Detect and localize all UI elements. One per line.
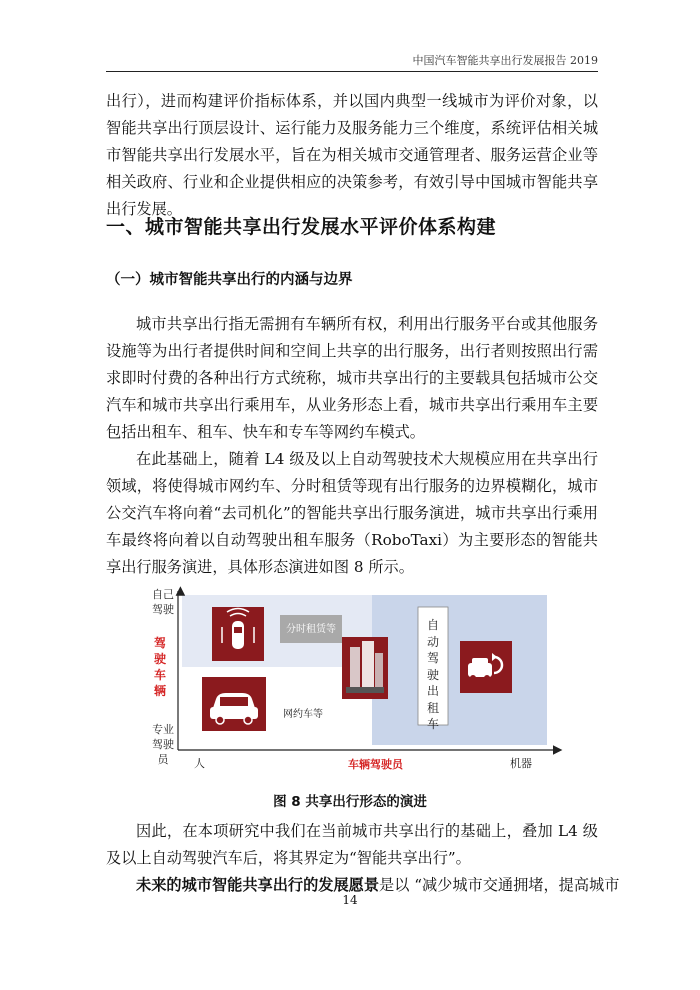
report-title: 中国汽车智能共享出行发展报告 2019 [412, 54, 598, 67]
figure-8 [140, 585, 570, 780]
ride-hailing-car-icon [202, 677, 266, 731]
paragraph-definition-smart: 因此，在本项研究中我们在当前城市共享出行的基础上，叠加 L4 级及以上自动驾驶汽车后，将其界定为“智能共享出行”。 [106, 822, 598, 867]
y-bottom-label: 专业驾驶员 [152, 723, 174, 766]
paragraph-definition: 城市共享出行指无需拥有车辆所有权，利用出行服务平台或其他服务设施等为出行者提供时间和空间上共享的出行服务，出行者则按照出行需求即时付费的各种出行方式统称，城市共享出行的主要载具包括城市公交汽车和城市共享出行乘用车，从业务形态上看，城市共享出行乘用车主要包括出租车、租车、快车和专车等网约车模式。 [106, 315, 598, 441]
figure-diagram [140, 585, 570, 780]
autonomous-car-icon [212, 607, 264, 661]
subsection-heading: （一）城市智能共享出行的内涵与边界 [106, 272, 353, 288]
paragraph-evolution: 在此基础上，随着 L4 级及以上自动驾驶技术大规模应用在共享出行领域，将使得城市网约车、分时租赁等现有出行服务的边界模糊化，城市公交汽车将向着“去司机化”的智能共享出行服务演进，城市共享出行乘用车最终将向着以自动驾驶出租车服务（RoboTaxi）为主要形态的智能共享出行服务演进，具体形态演进如图 8 所示。 [106, 450, 598, 576]
x-left-label: 人 [194, 757, 205, 770]
vision-lead: 未来的城市智能共享出行的发展愿景 [136, 876, 379, 894]
y-axis-title: 驾驶车辆 [154, 636, 167, 698]
header-divider [106, 71, 598, 72]
figure-caption: 图 8 共享出行形态的演进 [273, 794, 427, 810]
city-building-icon [342, 637, 388, 699]
robotaxi-zone [372, 595, 547, 745]
ridehail-label: 网约车等 [283, 709, 323, 720]
vision-text: 是以 “减少城市交通拥堵，提高城市 [379, 876, 620, 894]
shared-car-cycle-icon [460, 641, 512, 693]
section-heading: 一、城市智能共享出行发展水平评价体系构建 [106, 216, 497, 238]
y-top-label: 自己驾驶 [152, 588, 174, 616]
robotaxi-label: 自动驾驶出租车 [427, 618, 440, 731]
x-right-label: 机器 [510, 757, 532, 770]
paragraph-intro: 出行），进而构建评价指标体系，并以国内典型一线城市为评价对象，以智能共享出行顶层设计、运行能力及服务能力三个维度，系统评估相关城市智能共享出行发展水平，旨在为相关城市交通管理者、服务运营企业等相关政府、行业和企业提供相应的决策参考，有效引导中国城市智能共享出行发展。 [106, 92, 598, 218]
x-axis-title: 车辆驾驶员 [348, 758, 403, 771]
page-number: 14 [342, 893, 358, 907]
timeshare-label: 分时租赁等 [286, 624, 336, 635]
